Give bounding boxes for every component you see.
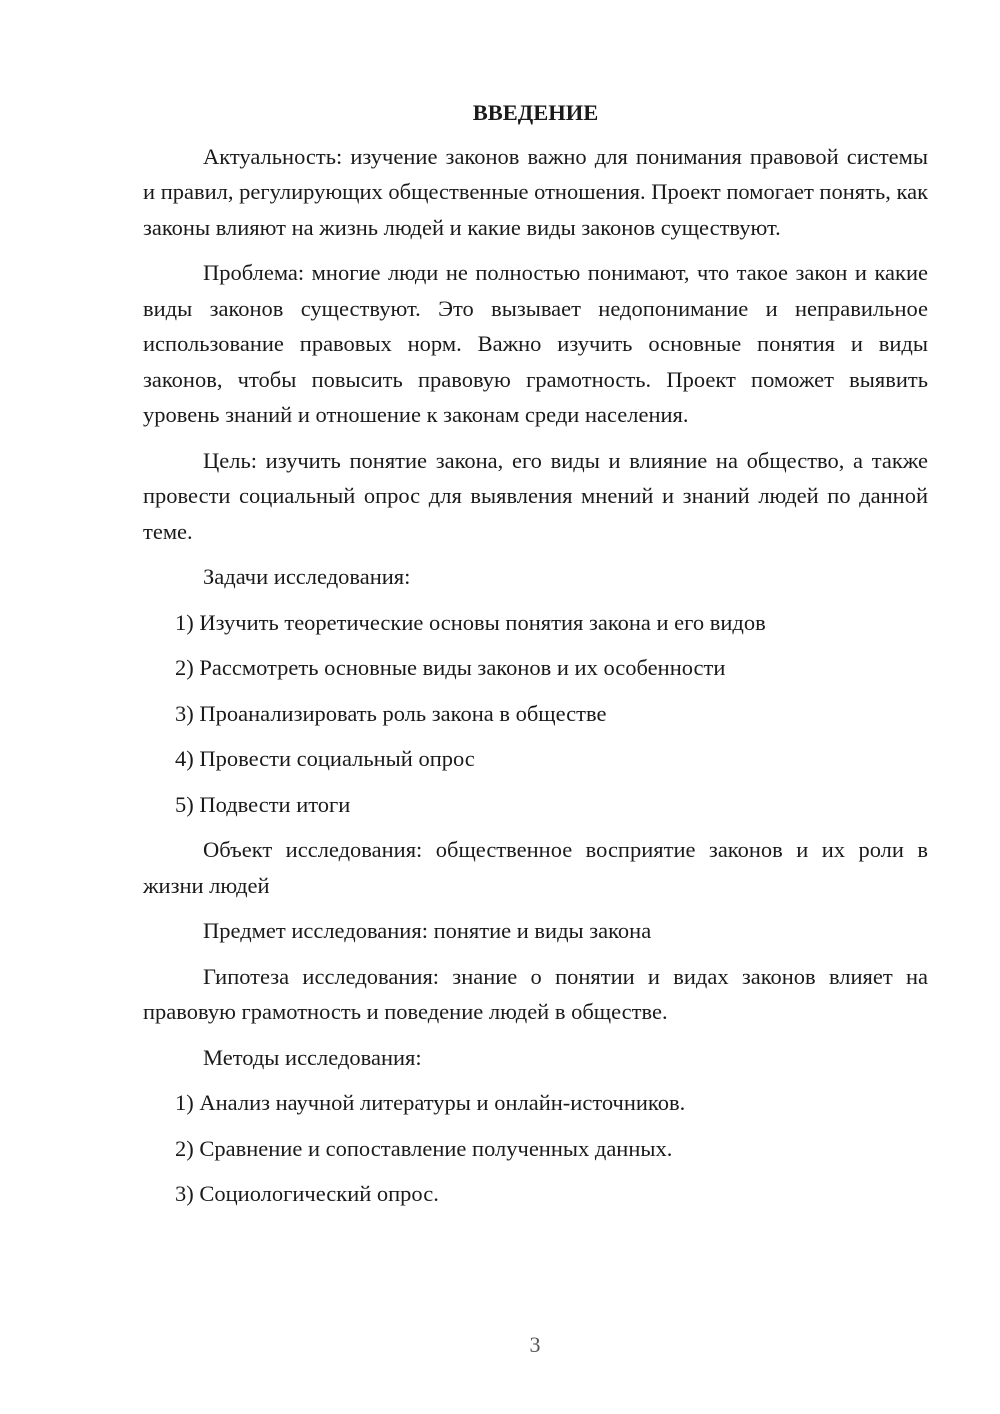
list-item: 2) Сравнение и сопоставление полученных данных. <box>175 1135 673 1161</box>
relevance-paragraph: Актуальность: изучение законов важно для понимания правовой системы и правил, регулирующих общественные отношения. Проект помогает понять, как законы влияют на жизнь людей и какие виды законов существуют. <box>143 143 928 240</box>
list-item: 3) Социологический опрос. <box>175 1181 439 1206</box>
list-item: 3) Проанализировать роль закона в обществе <box>175 700 607 726</box>
tasks-title: Задачи исследования: <box>203 564 411 589</box>
goal-paragraph: Цель: изучить понятие закона, его виды и влияние на общество, а также провести социальный опрос для выявления мнений и знаний людей по данной теме. <box>143 447 928 544</box>
hypothesis-paragraph: Гипотеза исследования: знание о понятии и видах законов влияет на правовую грамотность и поведение людей в обществе. <box>143 963 928 1024</box>
list-item: 4) Провести социальный опрос <box>175 746 475 771</box>
methods-list <box>143 1085 928 1212</box>
page-title: ВВЕДЕНИЕ <box>472 100 599 125</box>
page-number: 3 <box>529 1332 541 1357</box>
subject-paragraph: Предмет исследования: понятие и виды закона <box>203 918 652 943</box>
tasks-list <box>143 605 928 823</box>
list-item: 1) Анализ научной литературы и онлайн-источников. <box>175 1090 686 1115</box>
list-item: 1) Изучить теоретические основы понятия закона и его видов <box>175 609 766 635</box>
methods-title: Методы исследования: <box>203 1044 422 1070</box>
object-paragraph: Объект исследования: общественное восприятие законов и их роли в жизни людей <box>143 837 928 898</box>
problem-paragraph: Проблема: многие люди не полностью понимают, что такое закон и какие виды законов существуют. Это вызывает недопонимание и неправильное использование правовых норм. Важно изучить основные понятия и виды законов, чтобы повысить правовую грамотность. Проект поможет выявить уровень знаний и отношение к законам среди населения. <box>143 260 928 427</box>
list-item: 2) Рассмотреть основные виды законов и их особенности <box>175 655 726 680</box>
list-item: 5) Подвести итоги <box>175 791 351 817</box>
page-content <box>143 95 928 1222</box>
